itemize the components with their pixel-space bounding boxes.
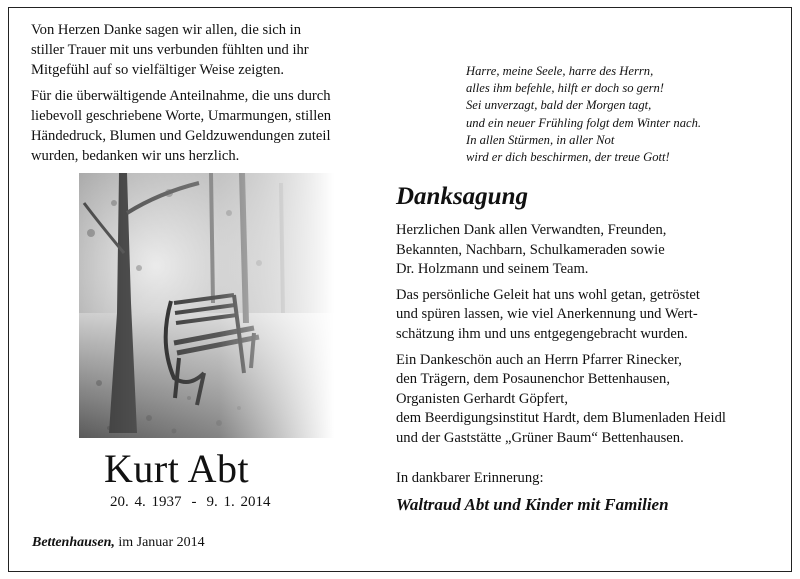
thanks-line: und spüren lassen, wie viel Anerkennung und Wert-: [396, 306, 698, 323]
intro-text: [31, 20, 381, 172]
poem-verse: [466, 63, 786, 166]
life-dates: [110, 494, 271, 511]
intro-line: liebevoll geschriebene Worte, Umarmungen, stillen: [31, 108, 332, 124]
thanks-line: und der Gaststätte „Grüner Baum“ Bettenhausen.: [396, 429, 684, 446]
birth-date: 20. 4. 1937: [110, 494, 182, 510]
closing-phrase: In dankbarer Erinnerung:: [396, 470, 544, 486]
intro-paragraph-1: [31, 20, 381, 80]
thanks-line: schätzung ihm und uns entgegengebracht wurden.: [396, 325, 688, 342]
thanks-line: Das persönliche Geleit hat uns wohl getan, getröstet: [396, 286, 700, 303]
month-year: im Januar 2014: [118, 535, 205, 550]
thanks-paragraph-3: [396, 351, 776, 449]
thanks-paragraph-1: [396, 221, 776, 280]
thanks-line: Dr. Holzmann und seinem Team.: [396, 261, 589, 278]
page-title: Danksagung: [396, 183, 528, 210]
intro-line: Für die überwältigende Anteilnahme, die uns durch: [31, 88, 331, 104]
thanks-line: Ein Dankeschön auch an Herrn Pfarrer Rinecker,: [396, 351, 682, 368]
intro-line: stiller Trauer mit uns verbunden fühlten und ihr: [31, 42, 309, 58]
thanks-line: den Trägern, dem Posaunenchor Bettenhausen,: [396, 371, 670, 388]
poem-line: wird er dich beschirmen, der treue Gott!: [466, 150, 670, 165]
signature-line: Waltraud Abt und Kinder mit Familien: [396, 495, 669, 514]
intro-paragraph-2: [31, 86, 381, 166]
thanks-line: Bekannten, Nachbarn, Schulkameraden sowie: [396, 241, 665, 258]
thanks-line: Organisten Gerhardt Göpfert,: [396, 390, 568, 407]
intro-line: Händedruck, Blumen und Geldzuwendungen zuteil: [31, 128, 331, 144]
intro-line: Mitgefühl auf so vielfältiger Weise zeigten.: [31, 62, 285, 78]
place-date: [32, 535, 205, 551]
poem-line: Sei unverzagt, bald der Morgen tagt,: [466, 98, 652, 113]
intro-line: Von Herzen Danke sagen wir allen, die sich in: [31, 22, 302, 38]
poem-line: In allen Stürmen, in aller Not: [466, 132, 615, 147]
death-date: 9. 1. 2014: [206, 494, 271, 510]
bench-photo: [79, 173, 334, 438]
intro-line: wurden, bedanken wir uns herzlich.: [31, 148, 240, 164]
poem-line: und ein neuer Frühling folgt dem Winter nach.: [466, 115, 702, 130]
poem-line: Harre, meine Seele, harre des Herrn,: [466, 64, 654, 78]
thanks-line: dem Beerdigungsinstitut Hardt, dem Blumenladen Heidl: [396, 410, 726, 427]
town-name: Bettenhausen,: [32, 535, 115, 550]
poem-line: alles ihm befehle, hilft er doch so gern!: [466, 81, 664, 96]
thanks-line: Herzlichen Dank allen Verwandten, Freunden,: [396, 222, 667, 238]
deceased-name: Kurt Abt: [104, 446, 250, 491]
date-dash: -: [191, 494, 197, 510]
thanks-text: [396, 221, 776, 455]
thanks-paragraph-2: [396, 286, 776, 345]
